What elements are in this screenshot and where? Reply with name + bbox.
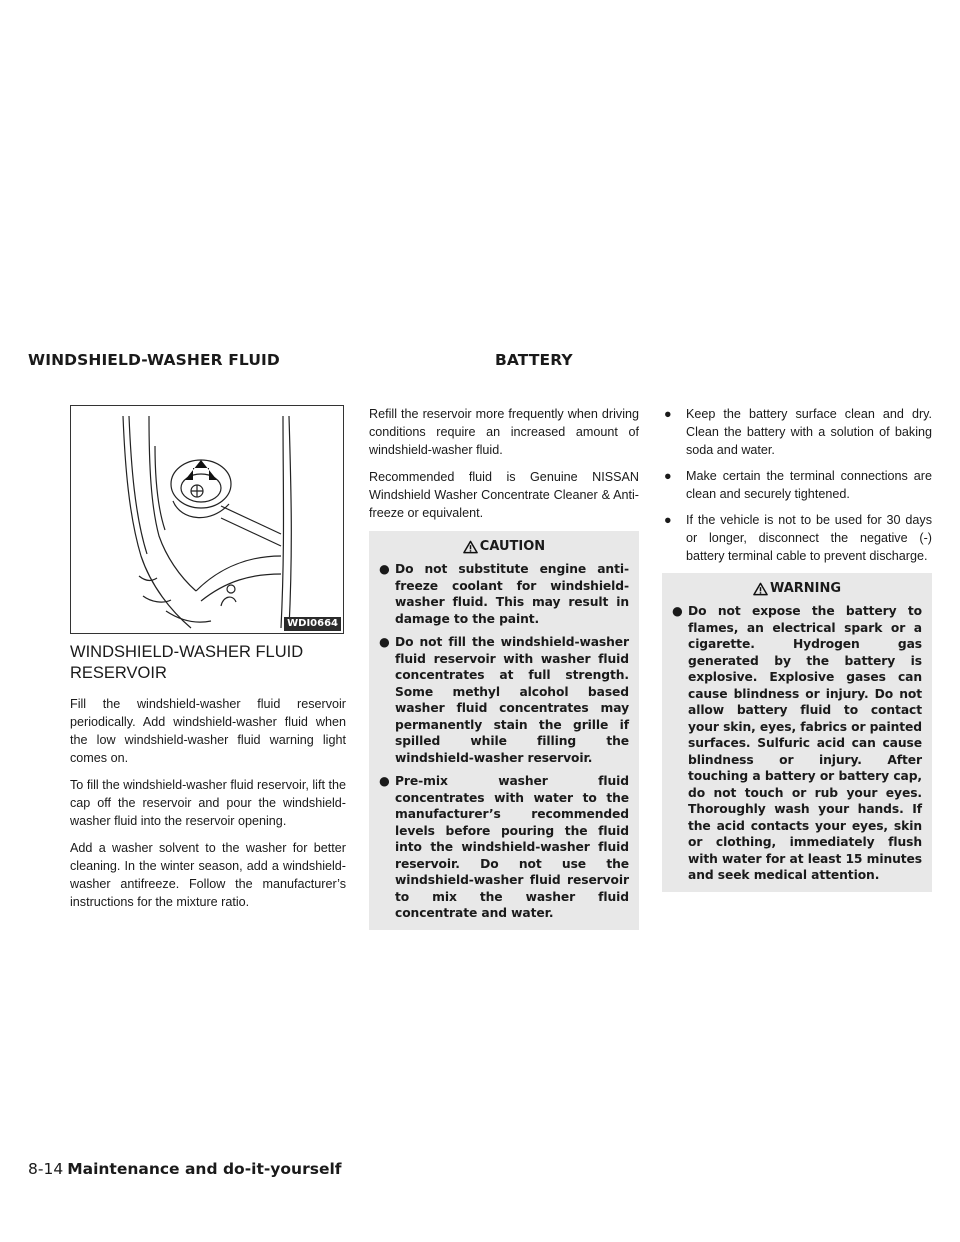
right-column (662, 405, 932, 892)
bullet: ● (379, 774, 390, 788)
section-header-battery: BATTERY (495, 351, 573, 369)
list-item: ● If the vehicle is not to be used for 30 days or longer, disconnect the negative (-) battery terminal cable to prevent discharge. (664, 513, 932, 563)
middle-column (369, 405, 639, 930)
bullet: ● (379, 562, 390, 576)
subsection-title: WINDSHIELD-WASHER FLUID RESERVOIR (70, 643, 304, 682)
warning-triangle-icon (753, 582, 768, 596)
left-column (70, 642, 346, 920)
list-item: ● Make certain the terminal connections are clean and securely tightened. (664, 469, 932, 501)
caution-box (369, 531, 639, 930)
warning-title: WARNING (769, 581, 842, 596)
warning-header (672, 579, 922, 599)
warning-triangle-icon (463, 540, 478, 554)
section-header-windshield-washer-fluid: WINDSHIELD-WASHER FLUID (28, 351, 280, 369)
reservoir-illustration (70, 405, 344, 634)
caution-list (379, 561, 629, 922)
bullet: ● (672, 604, 683, 618)
figure-label: WDI0664 (284, 617, 341, 631)
warning-item: ● Do not expose the battery to flames, an electrical spark or a cigarette. Hydrogen gas generated by the battery is explosive. Explosive gases can cause blindness or injury. Do not allow battery fluid to contact your skin, eyes, fabrics or painted surfaces. Sulfuric acid can cause blindness or injury. After touching a battery or battery cap, do not touch or rub your eyes. Thoroughly wash your hands. If the acid contacts your eyes, skin or clothing, immediately flush with water for at least 15 minutes and seek medical attention. (672, 604, 922, 882)
paragraph: Refill the reservoir more frequently when driving conditions require an increased amount of windshield-washer fluid. (369, 407, 639, 457)
caution-item: ● Do not substitute engine anti-freeze coolant for windshield-washer fluid. This may result in damage to the paint. (379, 562, 629, 626)
caution-item: ● Do not fill the windshield-washer fluid reservoir with washer fluid concentrates at full strength. Some methyl alcohol based washer fluid concentrates may permanently stain the grille if spilled while filling the windshield-washer reservoir. (379, 635, 629, 765)
paragraph: Add a washer solvent to the washer for better cleaning. In the winter season, add a windshield-washer antifreeze. Follow the manufacturer’s instructions for the mixture ratio. (70, 841, 346, 909)
paragraph: Fill the windshield-washer fluid reservoir periodically. Add windshield-washer fluid when the low windshield-washer fluid warning light comes on. (70, 697, 346, 765)
bullet: ● (664, 513, 672, 527)
caution-item: ● Pre-mix washer fluid concentrates with water to the manufacturer’s recommended levels before pouring the fluid into the windshield-washer fluid reservoir. Do not use the windshield-washer fluid reservoir to mix the washer fluid concentrate and water. (379, 774, 629, 920)
battery-tips-list (662, 405, 932, 565)
paragraph: Recommended fluid is Genuine NISSAN Windshield Washer Concentrate Cleaner & Anti-freeze or equivalent. (369, 470, 639, 520)
caution-header (379, 537, 629, 557)
bullet: ● (664, 407, 672, 421)
page-footer (28, 1160, 342, 1179)
reservoir-drawing (71, 406, 343, 633)
warning-box (662, 573, 932, 892)
caution-title: CAUTION (479, 539, 546, 554)
bullet: ● (379, 635, 390, 649)
page-number: 8-14 (28, 1160, 64, 1178)
bullet: ● (664, 469, 672, 483)
chapter-title: Maintenance and do-it-yourself (67, 1160, 342, 1178)
paragraph: To fill the windshield-washer fluid reservoir, lift the cap off the reservoir and pour the windshield-washer fluid into the reservoir opening. (70, 778, 346, 828)
warning-list (672, 603, 922, 884)
list-item: ● Keep the battery surface clean and dry. Clean the battery with a solution of baking soda and water. (664, 407, 932, 457)
